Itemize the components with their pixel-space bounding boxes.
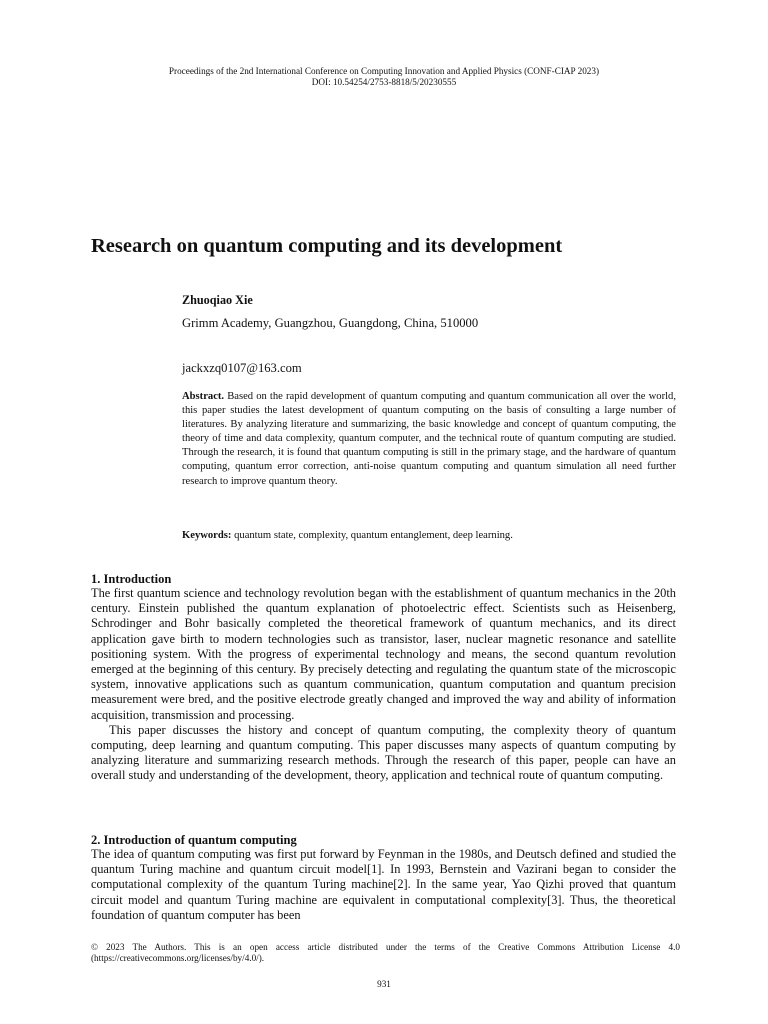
doi-line: DOI: 10.54254/2753-8818/5/20230555	[311, 77, 457, 87]
paragraph: The idea of quantum computing was first put forward by Feynman in the 1980s, and Deutsch defined and studied the quantum Turing machine and quantum circuit model[1]. In 1993, Bernstein and Vazirani began to consider the computational complexity of the quantum Turing machine[2]. In the same year, Yao Qizhi proved that quantum circuit model and quantum Turing machine are equivalent in computational complexity[3]. Thus, the theoretical foundation of quantum computer has been	[91, 847, 676, 922]
license-notice: © 2023 The Authors. This is an open access article distributed under the terms of the Creative Commons Attribution License 4.0 (https://creativecommons.org/licenses/by/4.0/).	[91, 942, 680, 963]
author-affiliation: Grimm Academy, Guangzhou, Guangdong, China, 510000	[182, 316, 479, 330]
section-heading-introduction: 1. Introduction	[91, 572, 172, 586]
page-number: 931	[377, 979, 391, 989]
paragraph: The first quantum science and technology revolution began with the establishment of quantum mechanics in the 20th century. Einstein published the quantum explanation of photoelectric effect. Scientists such as Heisenberg, Schrodinger and Bohr basically completed the theoretical framework of quantum mechanics, and its direct application gave birth to modern technologies such as transistor, laser, nuclear magnetic resonance and satellite positioning system. With the progress of experimental technology and means, the second quantum revolution emerged at the beginning of this century. By precisely detecting and regulating the quantum state of the microscopic system, innovative applications such as quantum communication, quantum computation and quantum precision measurement were bred, and the positive electrode greatly changed and improved the way and ability of information acquisition, transmission and processing.	[91, 586, 676, 722]
section-body-introduction	[91, 586, 676, 784]
author-email: jackxzq0107@163.com	[182, 361, 302, 375]
paper-title: Research on quantum computing and its development	[91, 235, 563, 257]
abstract	[182, 390, 676, 489]
running-header	[0, 66, 768, 88]
paragraph: This paper discusses the history and concept of quantum computing, the complexity theory of quantum computing, deep learning and quantum computing. This paper discusses many aspects of quantum computing by analyzing literature and summarizing research methods. Through the research of this paper, people can have an overall study and understanding of the development, theory, application and technical route of quantum computing.	[91, 722, 676, 783]
keywords	[182, 529, 676, 543]
keywords-text: quantum state, complexity, quantum entanglement, deep learning.	[234, 530, 513, 541]
section-body-quantum-computing	[91, 847, 676, 925]
section-heading-quantum-computing: 2. Introduction of quantum computing	[91, 833, 297, 847]
abstract-text: Based on the rapid development of quantum computing and quantum communication all over the world, this paper studies the latest development of quantum computing on the basis of consulting a large number of literatures. By analyzing literature and summarizing, the basic knowledge and concept of quantum computing, the theory of time and data complexity, quantum computer, and the technical route of quantum computing are studied. Through the research, it is found that quantum computing is still in the primary stage, and the hardware of quantum computing, quantum error correction, anti-noise quantum computing and quantum simulation all need further research to improve quantum theory.	[182, 391, 676, 487]
keywords-label: Keywords:	[182, 530, 232, 541]
author-name: Zhuoqiao Xie	[182, 293, 253, 307]
abstract-label: Abstract.	[182, 391, 225, 402]
proceedings-line: Proceedings of the 2nd International Conference on Computing Innovation and Applied Physics (CONF-CIAP 2023)	[168, 66, 600, 76]
